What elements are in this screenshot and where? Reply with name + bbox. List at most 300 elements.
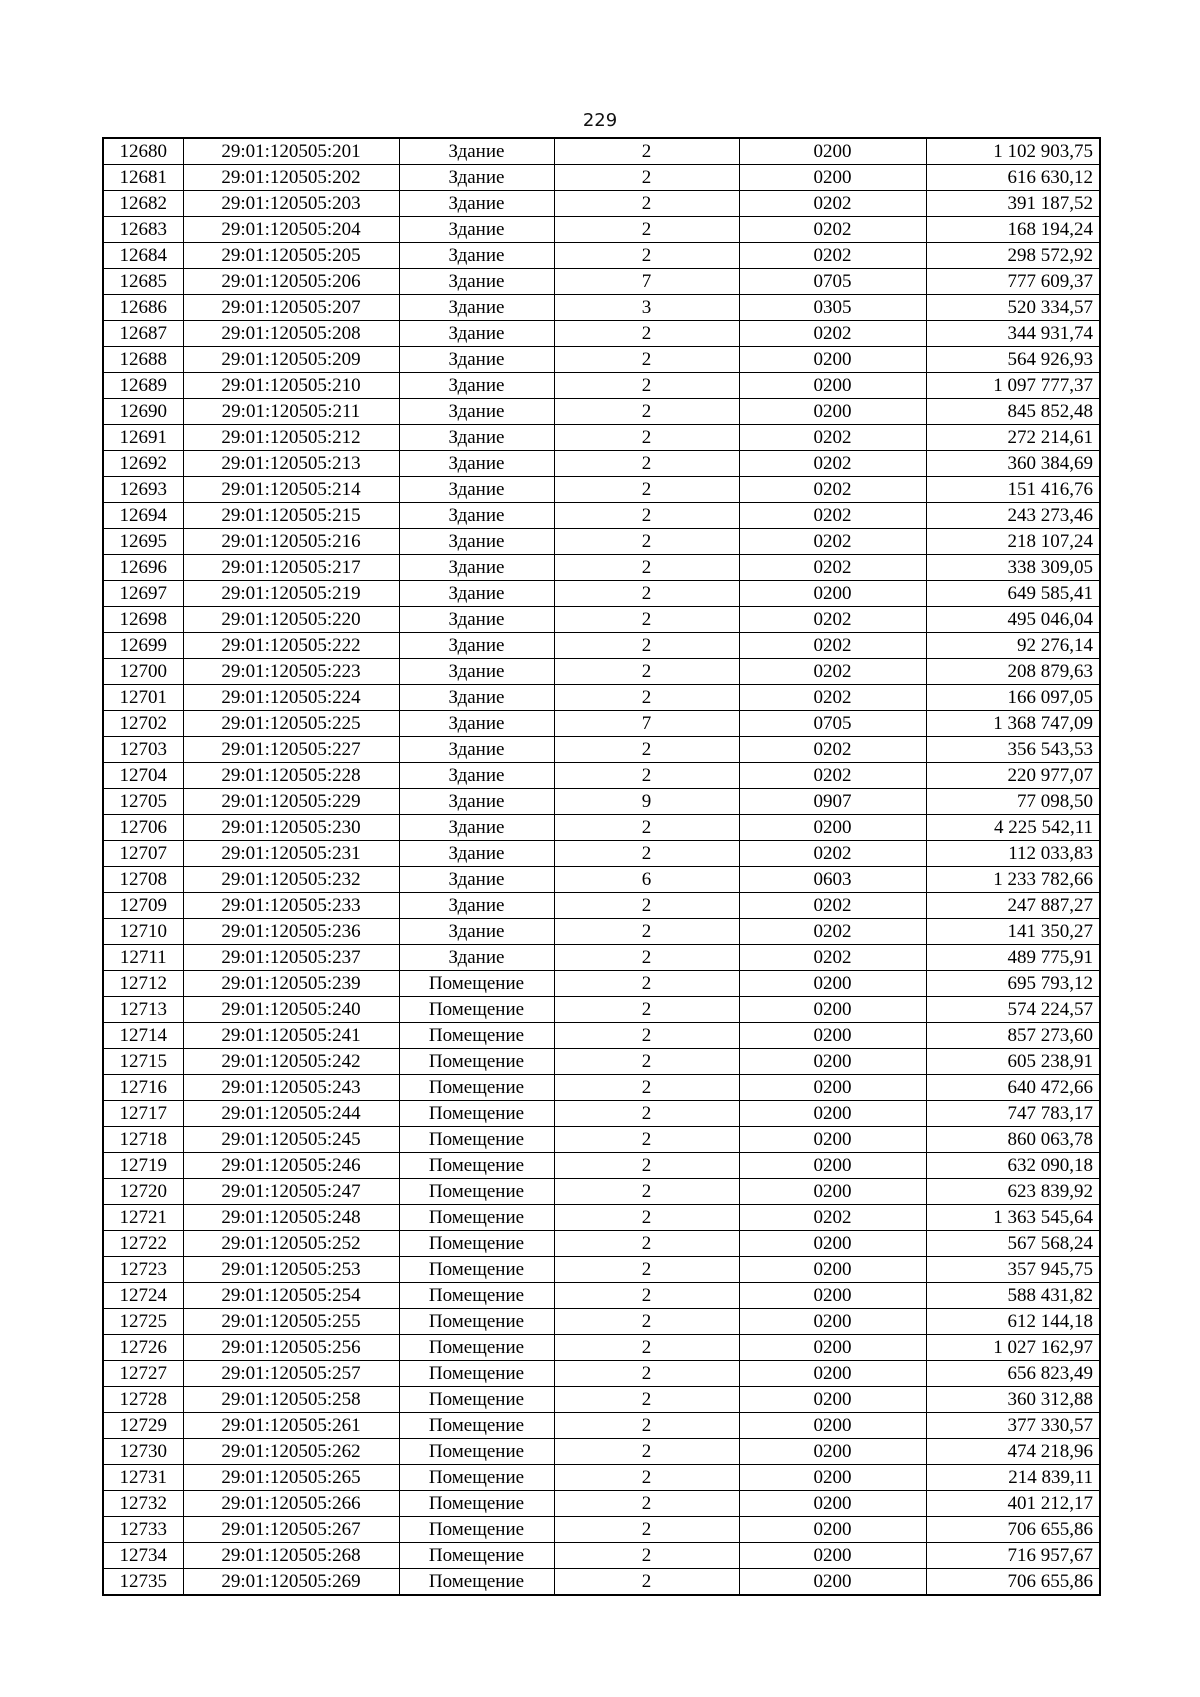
object-type-cell: Здание [399, 945, 554, 971]
cadastral-number-cell: 29:01:120505:242 [183, 1049, 399, 1075]
table-row [103, 503, 1100, 529]
cadastral-number-cell: 29:01:120505:213 [183, 451, 399, 477]
cadastral-number-cell: 29:01:120505:245 [183, 1127, 399, 1153]
object-type-cell: Здание [399, 477, 554, 503]
object-type-cell: Здание [399, 607, 554, 633]
row-number-cell: 12685 [103, 269, 183, 295]
cadastral-number-cell: 29:01:120505:220 [183, 607, 399, 633]
code-cell: 0202 [739, 529, 926, 555]
object-type-cell: Помещение [399, 1309, 554, 1335]
object-type-cell: Помещение [399, 1569, 554, 1596]
row-number-cell: 12732 [103, 1491, 183, 1517]
row-number-cell: 12695 [103, 529, 183, 555]
cadastral-value-cell: 92 276,14 [926, 633, 1100, 659]
cadastral-number-cell: 29:01:120505:232 [183, 867, 399, 893]
code-cell: 0200 [739, 1049, 926, 1075]
table-row [103, 1439, 1100, 1465]
object-type-cell: Помещение [399, 1101, 554, 1127]
group-cell: 2 [554, 555, 739, 581]
code-cell: 0200 [739, 1491, 926, 1517]
code-cell: 0200 [739, 1387, 926, 1413]
cadastral-number-cell: 29:01:120505:231 [183, 841, 399, 867]
table-row [103, 1413, 1100, 1439]
table-row [103, 711, 1100, 737]
cadastral-value-cell: 1 102 903,75 [926, 138, 1100, 165]
table-row [103, 1335, 1100, 1361]
code-cell: 0200 [739, 1153, 926, 1179]
cadastral-number-cell: 29:01:120505:252 [183, 1231, 399, 1257]
row-number-cell: 12724 [103, 1283, 183, 1309]
group-cell: 7 [554, 269, 739, 295]
row-number-cell: 12713 [103, 997, 183, 1023]
cadastral-number-cell: 29:01:120505:206 [183, 269, 399, 295]
cadastral-number-cell: 29:01:120505:247 [183, 1179, 399, 1205]
group-cell: 2 [554, 347, 739, 373]
cadastral-number-cell: 29:01:120505:228 [183, 763, 399, 789]
cadastral-value-cell: 605 238,91 [926, 1049, 1100, 1075]
code-cell: 0200 [739, 997, 926, 1023]
cadastral-number-cell: 29:01:120505:211 [183, 399, 399, 425]
code-cell: 0907 [739, 789, 926, 815]
table-row [103, 138, 1100, 165]
table-row [103, 529, 1100, 555]
cadastral-number-cell: 29:01:120505:223 [183, 659, 399, 685]
table-row [103, 295, 1100, 321]
cadastral-value-cell: 356 543,53 [926, 737, 1100, 763]
table-row [103, 1205, 1100, 1231]
object-type-cell: Здание [399, 191, 554, 217]
group-cell: 2 [554, 841, 739, 867]
cadastral-number-cell: 29:01:120505:222 [183, 633, 399, 659]
object-type-cell: Помещение [399, 1361, 554, 1387]
group-cell: 2 [554, 1361, 739, 1387]
code-cell: 0200 [739, 399, 926, 425]
table-row [103, 555, 1100, 581]
object-type-cell: Помещение [399, 1335, 554, 1361]
group-cell: 2 [554, 815, 739, 841]
cadastral-value-cell: 860 063,78 [926, 1127, 1100, 1153]
cadastral-number-cell: 29:01:120505:269 [183, 1569, 399, 1596]
row-number-cell: 12722 [103, 1231, 183, 1257]
table-row [103, 451, 1100, 477]
table-row [103, 1309, 1100, 1335]
code-cell: 0603 [739, 867, 926, 893]
code-cell: 0200 [739, 1413, 926, 1439]
code-cell: 0200 [739, 1127, 926, 1153]
cadastral-value-cell: 344 931,74 [926, 321, 1100, 347]
table-row [103, 1387, 1100, 1413]
group-cell: 2 [554, 1543, 739, 1569]
code-cell: 0202 [739, 477, 926, 503]
row-number-cell: 12686 [103, 295, 183, 321]
group-cell: 2 [554, 893, 739, 919]
code-cell: 0200 [739, 1309, 926, 1335]
cadastral-number-cell: 29:01:120505:212 [183, 425, 399, 451]
cadastral-value-cell: 564 926,93 [926, 347, 1100, 373]
row-number-cell: 12712 [103, 971, 183, 997]
code-cell: 0200 [739, 1569, 926, 1596]
cadastral-number-cell: 29:01:120505:253 [183, 1257, 399, 1283]
cadastral-value-cell: 747 783,17 [926, 1101, 1100, 1127]
table-row [103, 1075, 1100, 1101]
group-cell: 2 [554, 1439, 739, 1465]
cadastral-number-cell: 29:01:120505:248 [183, 1205, 399, 1231]
cadastral-number-cell: 29:01:120505:258 [183, 1387, 399, 1413]
cadastral-number-cell: 29:01:120505:265 [183, 1465, 399, 1491]
cadastral-number-cell: 29:01:120505:210 [183, 373, 399, 399]
cadastral-value-cell: 168 194,24 [926, 217, 1100, 243]
row-number-cell: 12699 [103, 633, 183, 659]
code-cell: 0202 [739, 685, 926, 711]
code-cell: 0202 [739, 425, 926, 451]
group-cell: 6 [554, 867, 739, 893]
table-row [103, 1543, 1100, 1569]
object-type-cell: Здание [399, 555, 554, 581]
object-type-cell: Помещение [399, 1413, 554, 1439]
table-row [103, 815, 1100, 841]
code-cell: 0202 [739, 555, 926, 581]
group-cell: 2 [554, 581, 739, 607]
group-cell: 2 [554, 1023, 739, 1049]
cadastral-value-cell: 845 852,48 [926, 399, 1100, 425]
row-number-cell: 12711 [103, 945, 183, 971]
cadastral-value-cell: 777 609,37 [926, 269, 1100, 295]
row-number-cell: 12709 [103, 893, 183, 919]
cadastral-value-cell: 151 416,76 [926, 477, 1100, 503]
cadastral-value-cell: 489 775,91 [926, 945, 1100, 971]
cadastral-value-cell: 1 027 162,97 [926, 1335, 1100, 1361]
cadastral-number-cell: 29:01:120505:239 [183, 971, 399, 997]
object-type-cell: Помещение [399, 971, 554, 997]
object-type-cell: Здание [399, 138, 554, 165]
code-cell: 0202 [739, 217, 926, 243]
object-type-cell: Помещение [399, 1049, 554, 1075]
table-row [103, 1101, 1100, 1127]
row-number-cell: 12716 [103, 1075, 183, 1101]
object-type-cell: Здание [399, 841, 554, 867]
row-number-cell: 12734 [103, 1543, 183, 1569]
row-number-cell: 12730 [103, 1439, 183, 1465]
table-row [103, 321, 1100, 347]
cadastral-number-cell: 29:01:120505:241 [183, 1023, 399, 1049]
code-cell: 0202 [739, 737, 926, 763]
row-number-cell: 12719 [103, 1153, 183, 1179]
row-number-cell: 12700 [103, 659, 183, 685]
table-row [103, 1257, 1100, 1283]
cadastral-value-cell: 695 793,12 [926, 971, 1100, 997]
object-type-cell: Помещение [399, 1283, 554, 1309]
cadastral-value-table [102, 137, 1101, 1596]
table-row [103, 607, 1100, 633]
table-row [103, 399, 1100, 425]
group-cell: 7 [554, 711, 739, 737]
row-number-cell: 12702 [103, 711, 183, 737]
code-cell: 0705 [739, 269, 926, 295]
table-row [103, 633, 1100, 659]
cadastral-value-cell: 391 187,52 [926, 191, 1100, 217]
table-row [103, 1569, 1100, 1596]
row-number-cell: 12726 [103, 1335, 183, 1361]
object-type-cell: Здание [399, 633, 554, 659]
object-type-cell: Здание [399, 815, 554, 841]
cadastral-value-cell: 243 273,46 [926, 503, 1100, 529]
group-cell: 2 [554, 1049, 739, 1075]
cadastral-value-cell: 567 568,24 [926, 1231, 1100, 1257]
code-cell: 0200 [739, 1543, 926, 1569]
table-row [103, 1361, 1100, 1387]
row-number-cell: 12735 [103, 1569, 183, 1596]
cadastral-value-cell: 208 879,63 [926, 659, 1100, 685]
row-number-cell: 12696 [103, 555, 183, 581]
code-cell: 0200 [739, 1517, 926, 1543]
object-type-cell: Помещение [399, 1153, 554, 1179]
object-type-cell: Помещение [399, 1439, 554, 1465]
table-body [103, 138, 1100, 1595]
cadastral-number-cell: 29:01:120505:225 [183, 711, 399, 737]
group-cell: 2 [554, 685, 739, 711]
code-cell: 0200 [739, 1023, 926, 1049]
cadastral-value-cell: 612 144,18 [926, 1309, 1100, 1335]
code-cell: 0200 [739, 1465, 926, 1491]
cadastral-value-cell: 656 823,49 [926, 1361, 1100, 1387]
table-row [103, 477, 1100, 503]
cadastral-value-cell: 401 212,17 [926, 1491, 1100, 1517]
group-cell: 2 [554, 763, 739, 789]
group-cell: 2 [554, 997, 739, 1023]
table-row [103, 581, 1100, 607]
object-type-cell: Помещение [399, 1075, 554, 1101]
group-cell: 2 [554, 633, 739, 659]
cadastral-value-cell: 166 097,05 [926, 685, 1100, 711]
cadastral-number-cell: 29:01:120505:256 [183, 1335, 399, 1361]
code-cell: 0202 [739, 451, 926, 477]
group-cell: 2 [554, 1101, 739, 1127]
cadastral-number-cell: 29:01:120505:243 [183, 1075, 399, 1101]
object-type-cell: Помещение [399, 1179, 554, 1205]
group-cell: 2 [554, 1569, 739, 1596]
cadastral-value-cell: 474 218,96 [926, 1439, 1100, 1465]
code-cell: 0200 [739, 138, 926, 165]
object-type-cell: Помещение [399, 1257, 554, 1283]
table-row [103, 373, 1100, 399]
table-row [103, 1023, 1100, 1049]
code-cell: 0705 [739, 711, 926, 737]
object-type-cell: Помещение [399, 1127, 554, 1153]
code-cell: 0200 [739, 1361, 926, 1387]
code-cell: 0202 [739, 503, 926, 529]
row-number-cell: 12728 [103, 1387, 183, 1413]
cadastral-number-cell: 29:01:120505:229 [183, 789, 399, 815]
table-row [103, 919, 1100, 945]
object-type-cell: Здание [399, 503, 554, 529]
table-row [103, 997, 1100, 1023]
object-type-cell: Здание [399, 243, 554, 269]
cadastral-value-cell: 360 312,88 [926, 1387, 1100, 1413]
cadastral-number-cell: 29:01:120505:262 [183, 1439, 399, 1465]
cadastral-value-cell: 495 046,04 [926, 607, 1100, 633]
cadastral-value-cell: 1 363 545,64 [926, 1205, 1100, 1231]
cadastral-value-cell: 706 655,86 [926, 1517, 1100, 1543]
object-type-cell: Помещение [399, 1023, 554, 1049]
table-row [103, 1283, 1100, 1309]
table-row [103, 737, 1100, 763]
row-number-cell: 12703 [103, 737, 183, 763]
row-number-cell: 12698 [103, 607, 183, 633]
cadastral-number-cell: 29:01:120505:237 [183, 945, 399, 971]
row-number-cell: 12725 [103, 1309, 183, 1335]
row-number-cell: 12715 [103, 1049, 183, 1075]
row-number-cell: 12687 [103, 321, 183, 347]
cadastral-number-cell: 29:01:120505:233 [183, 893, 399, 919]
cadastral-value-cell: 857 273,60 [926, 1023, 1100, 1049]
group-cell: 2 [554, 971, 739, 997]
table-row [103, 945, 1100, 971]
cadastral-number-cell: 29:01:120505:267 [183, 1517, 399, 1543]
code-cell: 0200 [739, 1439, 926, 1465]
cadastral-number-cell: 29:01:120505:246 [183, 1153, 399, 1179]
table-row [103, 1153, 1100, 1179]
object-type-cell: Здание [399, 659, 554, 685]
code-cell: 0202 [739, 893, 926, 919]
table-row [103, 269, 1100, 295]
cadastral-value-cell: 520 334,57 [926, 295, 1100, 321]
row-number-cell: 12694 [103, 503, 183, 529]
group-cell: 2 [554, 1127, 739, 1153]
cadastral-number-cell: 29:01:120505:240 [183, 997, 399, 1023]
cadastral-number-cell: 29:01:120505:255 [183, 1309, 399, 1335]
cadastral-value-cell: 1 097 777,37 [926, 373, 1100, 399]
cadastral-number-cell: 29:01:120505:209 [183, 347, 399, 373]
table-row [103, 685, 1100, 711]
cadastral-value-cell: 632 090,18 [926, 1153, 1100, 1179]
group-cell: 2 [554, 1153, 739, 1179]
table-row [103, 1049, 1100, 1075]
code-cell: 0202 [739, 191, 926, 217]
object-type-cell: Помещение [399, 1543, 554, 1569]
cadastral-value-cell: 357 945,75 [926, 1257, 1100, 1283]
object-type-cell: Здание [399, 867, 554, 893]
cadastral-value-cell: 272 214,61 [926, 425, 1100, 451]
cadastral-value-cell: 77 098,50 [926, 789, 1100, 815]
row-number-cell: 12707 [103, 841, 183, 867]
group-cell: 2 [554, 373, 739, 399]
group-cell: 2 [554, 1205, 739, 1231]
group-cell: 2 [554, 165, 739, 191]
object-type-cell: Здание [399, 347, 554, 373]
cadastral-number-cell: 29:01:120505:236 [183, 919, 399, 945]
code-cell: 0200 [739, 1075, 926, 1101]
cadastral-value-cell: 214 839,11 [926, 1465, 1100, 1491]
group-cell: 2 [554, 217, 739, 243]
object-type-cell: Здание [399, 269, 554, 295]
table-row [103, 971, 1100, 997]
table-row [103, 763, 1100, 789]
cadastral-number-cell: 29:01:120505:268 [183, 1543, 399, 1569]
cadastral-value-cell: 1 368 747,09 [926, 711, 1100, 737]
group-cell: 3 [554, 295, 739, 321]
group-cell: 9 [554, 789, 739, 815]
group-cell: 2 [554, 191, 739, 217]
code-cell: 0200 [739, 1335, 926, 1361]
row-number-cell: 12714 [103, 1023, 183, 1049]
group-cell: 2 [554, 1387, 739, 1413]
table-row [103, 1517, 1100, 1543]
object-type-cell: Здание [399, 737, 554, 763]
group-cell: 2 [554, 1231, 739, 1257]
table-row [103, 347, 1100, 373]
cadastral-number-cell: 29:01:120505:261 [183, 1413, 399, 1439]
row-number-cell: 12717 [103, 1101, 183, 1127]
table-row [103, 1465, 1100, 1491]
cadastral-value-cell: 377 330,57 [926, 1413, 1100, 1439]
group-cell: 2 [554, 945, 739, 971]
row-number-cell: 12681 [103, 165, 183, 191]
cadastral-value-cell: 640 472,66 [926, 1075, 1100, 1101]
table-row [103, 1491, 1100, 1517]
group-cell: 2 [554, 919, 739, 945]
code-cell: 0202 [739, 1205, 926, 1231]
cadastral-value-cell: 706 655,86 [926, 1569, 1100, 1596]
cadastral-number-cell: 29:01:120505:203 [183, 191, 399, 217]
cadastral-number-cell: 29:01:120505:205 [183, 243, 399, 269]
code-cell: 0200 [739, 1231, 926, 1257]
table-row [103, 789, 1100, 815]
cadastral-value-cell: 218 107,24 [926, 529, 1100, 555]
row-number-cell: 12733 [103, 1517, 183, 1543]
row-number-cell: 12720 [103, 1179, 183, 1205]
object-type-cell: Здание [399, 399, 554, 425]
table-row [103, 867, 1100, 893]
row-number-cell: 12701 [103, 685, 183, 711]
group-cell: 2 [554, 1491, 739, 1517]
row-number-cell: 12727 [103, 1361, 183, 1387]
cadastral-number-cell: 29:01:120505:266 [183, 1491, 399, 1517]
code-cell: 0200 [739, 815, 926, 841]
cadastral-value-cell: 623 839,92 [926, 1179, 1100, 1205]
object-type-cell: Здание [399, 451, 554, 477]
object-type-cell: Помещение [399, 1517, 554, 1543]
row-number-cell: 12710 [103, 919, 183, 945]
cadastral-number-cell: 29:01:120505:216 [183, 529, 399, 555]
row-number-cell: 12705 [103, 789, 183, 815]
group-cell: 2 [554, 243, 739, 269]
cadastral-number-cell: 29:01:120505:207 [183, 295, 399, 321]
code-cell: 0200 [739, 1283, 926, 1309]
cadastral-number-cell: 29:01:120505:208 [183, 321, 399, 347]
object-type-cell: Здание [399, 165, 554, 191]
table-row [103, 217, 1100, 243]
group-cell: 2 [554, 399, 739, 425]
cadastral-number-cell: 29:01:120505:214 [183, 477, 399, 503]
table-row [103, 243, 1100, 269]
object-type-cell: Помещение [399, 997, 554, 1023]
cadastral-number-cell: 29:01:120505:257 [183, 1361, 399, 1387]
group-cell: 2 [554, 503, 739, 529]
table-row [103, 659, 1100, 685]
cadastral-value-cell: 220 977,07 [926, 763, 1100, 789]
cadastral-number-cell: 29:01:120505:244 [183, 1101, 399, 1127]
group-cell: 2 [554, 529, 739, 555]
code-cell: 0202 [739, 659, 926, 685]
cadastral-number-cell: 29:01:120505:230 [183, 815, 399, 841]
group-cell: 2 [554, 425, 739, 451]
object-type-cell: Помещение [399, 1387, 554, 1413]
cadastral-value-cell: 574 224,57 [926, 997, 1100, 1023]
cadastral-number-cell: 29:01:120505:204 [183, 217, 399, 243]
row-number-cell: 12682 [103, 191, 183, 217]
row-number-cell: 12723 [103, 1257, 183, 1283]
object-type-cell: Здание [399, 763, 554, 789]
